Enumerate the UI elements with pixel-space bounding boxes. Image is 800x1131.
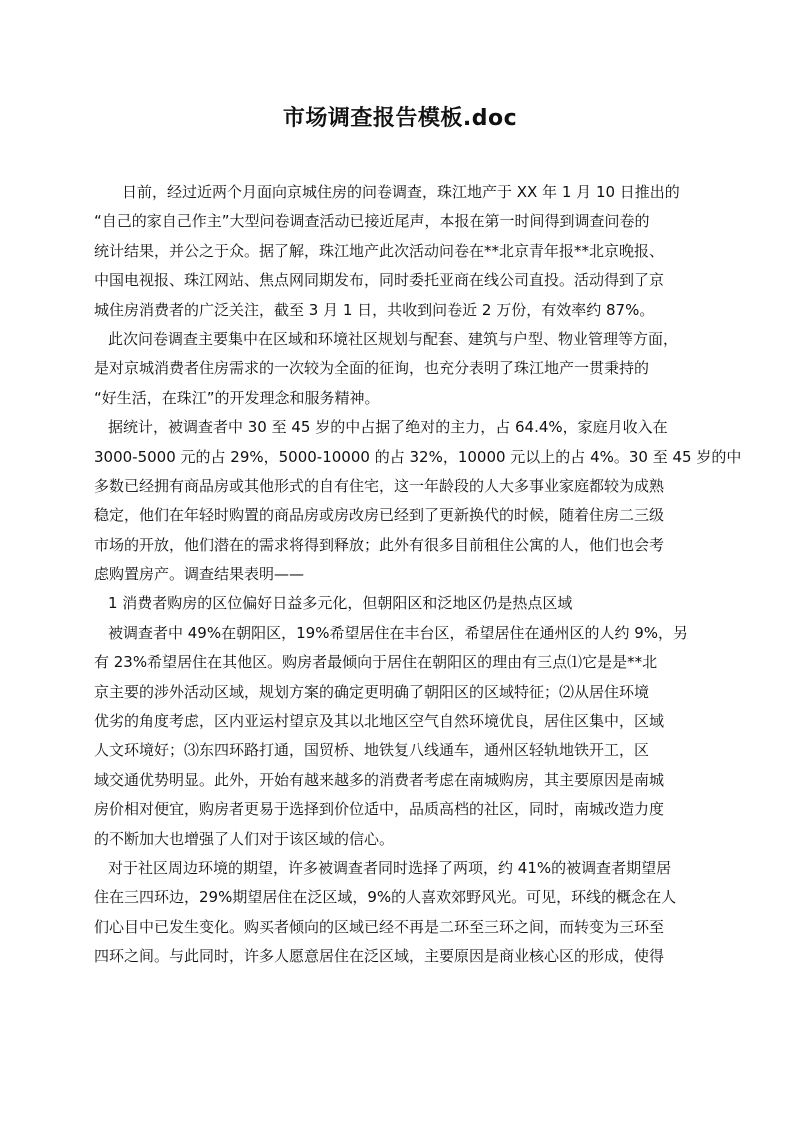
text-line: 统计结果，并公之于众。据了解，珠江地产此次活动问卷在**北京青年报**北京晚报、 bbox=[94, 241, 665, 260]
text-line: 多数已经拥有商品房或其他形式的自有住宅，这一年龄段的人大多事业家庭都较为成熟 bbox=[94, 476, 665, 495]
text-line: 被调查者中 49%在朝阳区，19%希望居住在丰台区，希望居住在通州区的人约 9%，另 bbox=[108, 623, 689, 642]
text-line: 住在三四环边，29%期望居住在泛区域，9%的人喜欢郊野风光。可见，环线的概念在人 bbox=[94, 888, 677, 907]
text-line: 的不断加大也增强了人们对于该区域的信心。 bbox=[94, 829, 395, 848]
section-heading-1 bbox=[94, 589, 710, 618]
text-line: 域交通优势明显。此外，开始有越来越多的消费者考虑在南城购房，其主要原因是南城 bbox=[94, 770, 665, 789]
text-line: 房价相对便宜，购房者更易于选择到价位适中，品质高档的社区，同时，南城改造力度 bbox=[94, 800, 665, 819]
text-line: 城住房消费者的广泛关注，截至 3 月 1 日，共收到问卷近 2 万份，有效率约 87%。 bbox=[94, 300, 655, 319]
paragraph-5 bbox=[94, 854, 710, 972]
text-line: 日前，经过近两个月面向京城住房的问卷调查，珠江地产于 XX 年 1 月 10 日推出的 bbox=[122, 183, 680, 201]
paragraph-1 bbox=[94, 178, 710, 325]
text-line: 有 23%希望居住在其他区。购房者最倾向于居住在朝阳区的理由有三点⑴它是是**北 bbox=[94, 653, 658, 672]
section-heading-line: 1 消费者购房的区位偏好日益多元化，但朝阳区和泛地区仍是热点区域 bbox=[108, 594, 573, 613]
document-title: 市场调查报告模板.doc bbox=[282, 106, 518, 131]
document-body bbox=[94, 178, 742, 972]
text-line: 优劣的角度考虑，区内亚运村望京及其以北地区空气自然环境优良，居住区集中，区域 bbox=[94, 712, 665, 731]
text-line: 虑购置房产。调查结果表明—— bbox=[94, 565, 305, 584]
paragraph-2 bbox=[94, 325, 710, 413]
text-line: 京主要的涉外活动区域，规划方案的确定更明确了朝阳区的区域特征；⑵从居住环境 bbox=[94, 682, 650, 701]
text-line: 人文环境好；⑶东四环路打通，国贸桥、地铁复八线通车，通州区轻轨地铁开工，区 bbox=[94, 741, 650, 760]
text-line: 市场的开放，他们潜在的需求将得到释放；此外有很多目前租住公寓的人，他们也会考 bbox=[94, 535, 665, 554]
text-line: 据统计，被调查者中 30 至 45 岁的中占据了绝对的主力，占 64.4%，家庭月收入在 bbox=[108, 418, 668, 437]
text-line: 对于社区周边环境的期望，许多被调查者同时选择了两项，约 41%的被调查者期望居 bbox=[108, 858, 672, 877]
paragraph-4 bbox=[94, 619, 710, 854]
text-line: “好生活，在珠江”的开发理念和服务精神。 bbox=[94, 388, 380, 407]
paragraph-3 bbox=[94, 413, 742, 589]
text-line: 们心目中已发生变化。购买者倾向的区域已经不再是二环至三环之间，而转变为三环至 bbox=[94, 917, 665, 936]
text-line: 此次问卷调查主要集中在区域和环境社区规划与配套、建筑与户型、物业管理等方面， bbox=[108, 329, 679, 348]
text-line: 是对京城消费者住房需求的一次较为全面的征询，也充分表明了珠江地产一贯秉持的 bbox=[94, 359, 650, 378]
text-line: 3000-5000 元的占 29%，5000-10000 的占 32%，10000 元以上的占 4%。30 至 45 岁的中 bbox=[94, 447, 742, 466]
text-line: “自己的家自己作主”大型问卷调查活动已接近尾声，本报在第一时间得到调查问卷的 bbox=[94, 212, 650, 231]
text-line: 四环之间。与此同时，许多人愿意居住在泛区域，主要原因是商业核心区的形成，使得 bbox=[94, 947, 665, 966]
text-line: 中国电视报、珠江网站、焦点网同期发布，同时委托亚商在线公司直投。活动得到了京 bbox=[94, 271, 665, 290]
text-line: 稳定，他们在年轻时购置的商品房或房改房已经到了更新换代的时候，随着住房二三级 bbox=[94, 506, 665, 525]
